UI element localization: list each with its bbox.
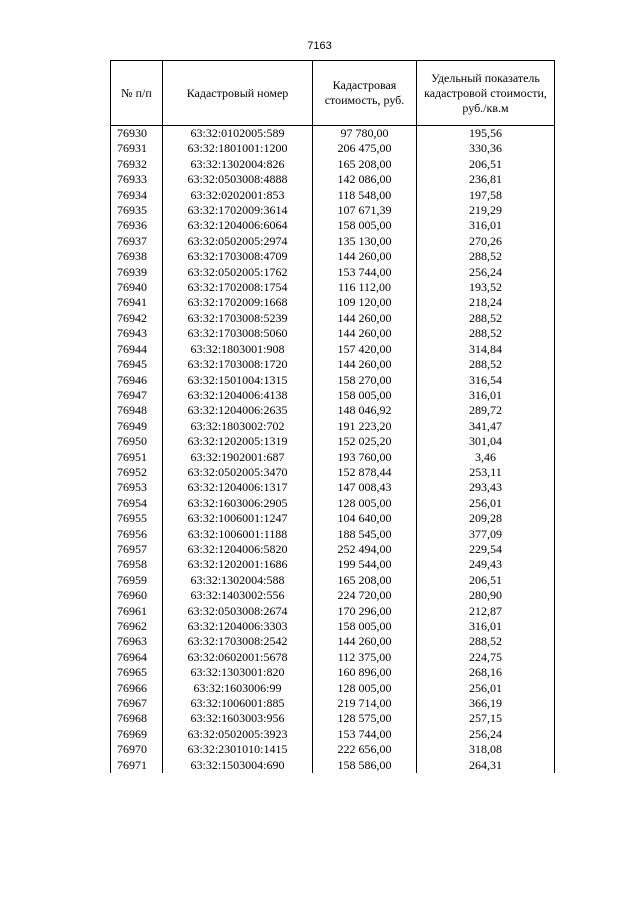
cadastral-value: 144 260,00	[313, 249, 417, 264]
cadastral-number: 63:32:1603003:956	[163, 711, 313, 726]
cadastral-number: 63:32:2301010:1415	[163, 742, 313, 757]
specific-value: 197,58	[417, 188, 555, 203]
cadastral-number: 63:32:1702009:1668	[163, 295, 313, 310]
row-number: 76939	[111, 265, 163, 280]
page-number: 7163	[307, 40, 332, 52]
specific-value: 253,11	[417, 465, 555, 480]
row-number: 76944	[111, 342, 163, 357]
table-row	[111, 496, 555, 511]
cadastral-number: 63:32:1202005:1319	[163, 434, 313, 449]
row-number: 76971	[111, 758, 163, 773]
specific-value: 206,51	[417, 573, 555, 588]
cadastral-number: 63:32:1204006:2635	[163, 403, 313, 418]
cadastral-value: 152 025,20	[313, 434, 417, 449]
cadastral-number: 63:32:1204006:3303	[163, 619, 313, 634]
row-number: 76959	[111, 573, 163, 588]
row-number: 76961	[111, 604, 163, 619]
table-row	[111, 249, 555, 264]
specific-value: 212,87	[417, 604, 555, 619]
table-row	[111, 450, 555, 465]
row-number: 76968	[111, 711, 163, 726]
cadastral-value: 157 420,00	[313, 342, 417, 357]
table-row	[111, 527, 555, 542]
header-num: № п/п	[111, 61, 163, 126]
specific-value: 218,24	[417, 295, 555, 310]
row-number: 76954	[111, 496, 163, 511]
row-number: 76951	[111, 450, 163, 465]
cadastral-value: 165 208,00	[313, 157, 417, 172]
table-row	[111, 758, 555, 773]
cadastral-number: 63:32:0202001:853	[163, 188, 313, 203]
table-row	[111, 188, 555, 203]
cadastral-value: 142 086,00	[313, 172, 417, 187]
table-row	[111, 218, 555, 233]
row-number: 76956	[111, 527, 163, 542]
cadastral-value: 144 260,00	[313, 311, 417, 326]
cadastral-number: 63:32:1703008:1720	[163, 357, 313, 372]
cadastral-value: 147 008,43	[313, 480, 417, 495]
cadastral-number: 63:32:1703008:2542	[163, 634, 313, 649]
cadastral-number: 63:32:1006001:885	[163, 696, 313, 711]
table-row	[111, 373, 555, 388]
cadastral-value: 206 475,00	[313, 141, 417, 156]
cadastral-number: 63:32:1503004:690	[163, 758, 313, 773]
specific-value: 193,52	[417, 280, 555, 295]
specific-value: 316,54	[417, 373, 555, 388]
table-row	[111, 634, 555, 649]
table-row	[111, 742, 555, 757]
cadastral-number: 63:32:1302004:588	[163, 573, 313, 588]
table-row	[111, 727, 555, 742]
row-number: 76957	[111, 542, 163, 557]
table-row	[111, 203, 555, 218]
cadastral-value: 252 494,00	[313, 542, 417, 557]
cadastral-value: 109 120,00	[313, 295, 417, 310]
table-row	[111, 681, 555, 696]
cadastral-value: 222 656,00	[313, 742, 417, 757]
row-number: 76931	[111, 141, 163, 156]
cadastral-number: 63:32:1403002:556	[163, 588, 313, 603]
row-number: 76942	[111, 311, 163, 326]
cadastral-number: 63:32:1303001:820	[163, 665, 313, 680]
row-number: 76941	[111, 295, 163, 310]
table-row	[111, 511, 555, 526]
cadastral-value: 158 586,00	[313, 758, 417, 773]
row-number: 76969	[111, 727, 163, 742]
cadastral-number: 63:32:1603006:99	[163, 681, 313, 696]
cadastral-number: 63:32:1204006:4138	[163, 388, 313, 403]
table-row	[111, 480, 555, 495]
specific-value: 256,01	[417, 496, 555, 511]
table-row	[111, 326, 555, 341]
row-number: 76932	[111, 157, 163, 172]
row-number: 76935	[111, 203, 163, 218]
specific-value: 318,08	[417, 742, 555, 757]
row-number: 76960	[111, 588, 163, 603]
cadastral-value: 112 375,00	[313, 650, 417, 665]
row-number: 76946	[111, 373, 163, 388]
specific-value: 288,52	[417, 357, 555, 372]
table-row	[111, 542, 555, 557]
specific-value: 288,52	[417, 326, 555, 341]
row-number: 76945	[111, 357, 163, 372]
row-number: 76936	[111, 218, 163, 233]
specific-value: 236,81	[417, 172, 555, 187]
cadastral-number: 63:32:1204006:5820	[163, 542, 313, 557]
specific-value: 256,01	[417, 681, 555, 696]
cadastral-number: 63:32:1803002:702	[163, 419, 313, 434]
cadastral-number: 63:32:1801001:1200	[163, 141, 313, 156]
specific-value: 256,24	[417, 727, 555, 742]
cadastral-value: 165 208,00	[313, 573, 417, 588]
specific-value: 316,01	[417, 619, 555, 634]
cadastral-value: 104 640,00	[313, 511, 417, 526]
row-number: 76962	[111, 619, 163, 634]
cadastral-value: 118 548,00	[313, 188, 417, 203]
cadastral-value-table	[110, 60, 555, 773]
specific-value: 293,43	[417, 480, 555, 495]
cadastral-value: 158 270,00	[313, 373, 417, 388]
cadastral-value: 128 575,00	[313, 711, 417, 726]
specific-value: 288,52	[417, 311, 555, 326]
row-number: 76967	[111, 696, 163, 711]
row-number: 76952	[111, 465, 163, 480]
row-number: 76965	[111, 665, 163, 680]
header-specific-value: Удельный показатель кадастровой стоимости, руб./кв.м	[417, 61, 555, 126]
specific-value: 209,28	[417, 511, 555, 526]
table-row	[111, 665, 555, 680]
cadastral-number: 63:32:1603006:2905	[163, 496, 313, 511]
cadastral-value: 158 005,00	[313, 218, 417, 233]
cadastral-number: 63:32:1703008:5060	[163, 326, 313, 341]
row-number: 76934	[111, 188, 163, 203]
table-row	[111, 465, 555, 480]
table-row	[111, 650, 555, 665]
header-cadastral-number: Кадастровый номер	[163, 61, 313, 126]
cadastral-number: 63:32:1803001:908	[163, 342, 313, 357]
table-header-row	[111, 61, 555, 126]
specific-value: 229,54	[417, 542, 555, 557]
cadastral-value: 116 112,00	[313, 280, 417, 295]
row-number: 76963	[111, 634, 163, 649]
cadastral-number: 63:32:0503008:4888	[163, 172, 313, 187]
specific-value: 377,09	[417, 527, 555, 542]
cadastral-number: 63:32:1501004:1315	[163, 373, 313, 388]
row-number: 76943	[111, 326, 163, 341]
table-row	[111, 619, 555, 634]
cadastral-number: 63:32:0503008:2674	[163, 604, 313, 619]
specific-value: 288,52	[417, 249, 555, 264]
cadastral-value: 191 223,20	[313, 419, 417, 434]
specific-value: 268,16	[417, 665, 555, 680]
table-row	[111, 388, 555, 403]
cadastral-number: 63:32:0502005:3923	[163, 727, 313, 742]
table-row	[111, 141, 555, 156]
specific-value: 366,19	[417, 696, 555, 711]
cadastral-number: 63:32:1204006:1317	[163, 480, 313, 495]
specific-value: 264,31	[417, 758, 555, 773]
specific-value: 280,90	[417, 588, 555, 603]
table-row	[111, 403, 555, 418]
specific-value: 256,24	[417, 265, 555, 280]
cadastral-number: 63:32:1702009:3614	[163, 203, 313, 218]
row-number: 76950	[111, 434, 163, 449]
cadastral-value: 107 671,39	[313, 203, 417, 218]
cadastral-value: 153 744,00	[313, 265, 417, 280]
specific-value: 316,01	[417, 388, 555, 403]
specific-value: 206,51	[417, 157, 555, 172]
row-number: 76930	[111, 126, 163, 142]
row-number: 76937	[111, 234, 163, 249]
table-row	[111, 557, 555, 572]
cadastral-value: 158 005,00	[313, 388, 417, 403]
specific-value: 219,29	[417, 203, 555, 218]
table-body	[111, 126, 555, 774]
cadastral-value: 97 780,00	[313, 126, 417, 142]
table-row	[111, 280, 555, 295]
table-row	[111, 311, 555, 326]
cadastral-number: 63:32:0602001:5678	[163, 650, 313, 665]
table-row	[111, 434, 555, 449]
specific-value: 301,04	[417, 434, 555, 449]
specific-value: 257,15	[417, 711, 555, 726]
row-number: 76966	[111, 681, 163, 696]
specific-value: 289,72	[417, 403, 555, 418]
cadastral-value: 199 544,00	[313, 557, 417, 572]
cadastral-number: 63:32:1703008:4709	[163, 249, 313, 264]
row-number: 76955	[111, 511, 163, 526]
table-row	[111, 604, 555, 619]
table-row	[111, 696, 555, 711]
cadastral-number: 63:32:0502005:3470	[163, 465, 313, 480]
row-number: 76933	[111, 172, 163, 187]
specific-value: 288,52	[417, 634, 555, 649]
row-number: 76953	[111, 480, 163, 495]
cadastral-number: 63:32:1202001:1686	[163, 557, 313, 572]
table-row	[111, 357, 555, 372]
table-row	[111, 588, 555, 603]
specific-value: 270,26	[417, 234, 555, 249]
table-row	[111, 126, 555, 142]
header-cadastral-value: Кадастровая стоимость, руб.	[313, 61, 417, 126]
cadastral-value: 135 130,00	[313, 234, 417, 249]
specific-value: 314,84	[417, 342, 555, 357]
cadastral-value: 193 760,00	[313, 450, 417, 465]
cadastral-number: 63:32:1006001:1188	[163, 527, 313, 542]
cadastral-number: 63:32:1702008:1754	[163, 280, 313, 295]
row-number: 76948	[111, 403, 163, 418]
row-number: 76964	[111, 650, 163, 665]
row-number: 76949	[111, 419, 163, 434]
specific-value: 341,47	[417, 419, 555, 434]
cadastral-value: 153 744,00	[313, 727, 417, 742]
table-row	[111, 342, 555, 357]
cadastral-value: 188 545,00	[313, 527, 417, 542]
cadastral-value: 152 878,44	[313, 465, 417, 480]
cadastral-number: 63:32:1006001:1247	[163, 511, 313, 526]
cadastral-value: 160 896,00	[313, 665, 417, 680]
row-number: 76970	[111, 742, 163, 757]
cadastral-value: 148 046,92	[313, 403, 417, 418]
cadastral-value: 128 005,00	[313, 496, 417, 511]
cadastral-number: 63:32:0502005:2974	[163, 234, 313, 249]
specific-value: 224,75	[417, 650, 555, 665]
cadastral-number: 63:32:1902001:687	[163, 450, 313, 465]
table-row	[111, 234, 555, 249]
cadastral-value: 144 260,00	[313, 326, 417, 341]
table-row	[111, 157, 555, 172]
row-number: 76947	[111, 388, 163, 403]
cadastral-value: 158 005,00	[313, 619, 417, 634]
specific-value: 330,36	[417, 141, 555, 156]
table-row	[111, 295, 555, 310]
row-number: 76940	[111, 280, 163, 295]
specific-value: 3,46	[417, 450, 555, 465]
cadastral-value: 170 296,00	[313, 604, 417, 619]
row-number: 76938	[111, 249, 163, 264]
table-row	[111, 573, 555, 588]
cadastral-value: 224 720,00	[313, 588, 417, 603]
cadastral-number: 63:32:1703008:5239	[163, 311, 313, 326]
cadastral-value: 128 005,00	[313, 681, 417, 696]
specific-value: 195,56	[417, 126, 555, 142]
table-row	[111, 265, 555, 280]
cadastral-number: 63:32:0102005:589	[163, 126, 313, 142]
cadastral-value: 144 260,00	[313, 634, 417, 649]
table-row	[111, 172, 555, 187]
cadastral-number: 63:32:1302004:826	[163, 157, 313, 172]
cadastral-number: 63:32:1204006:6064	[163, 218, 313, 233]
row-number: 76958	[111, 557, 163, 572]
specific-value: 249,43	[417, 557, 555, 572]
table-row	[111, 419, 555, 434]
cadastral-value: 219 714,00	[313, 696, 417, 711]
cadastral-number: 63:32:0502005:1762	[163, 265, 313, 280]
specific-value: 316,01	[417, 218, 555, 233]
cadastral-value: 144 260,00	[313, 357, 417, 372]
table-row	[111, 711, 555, 726]
